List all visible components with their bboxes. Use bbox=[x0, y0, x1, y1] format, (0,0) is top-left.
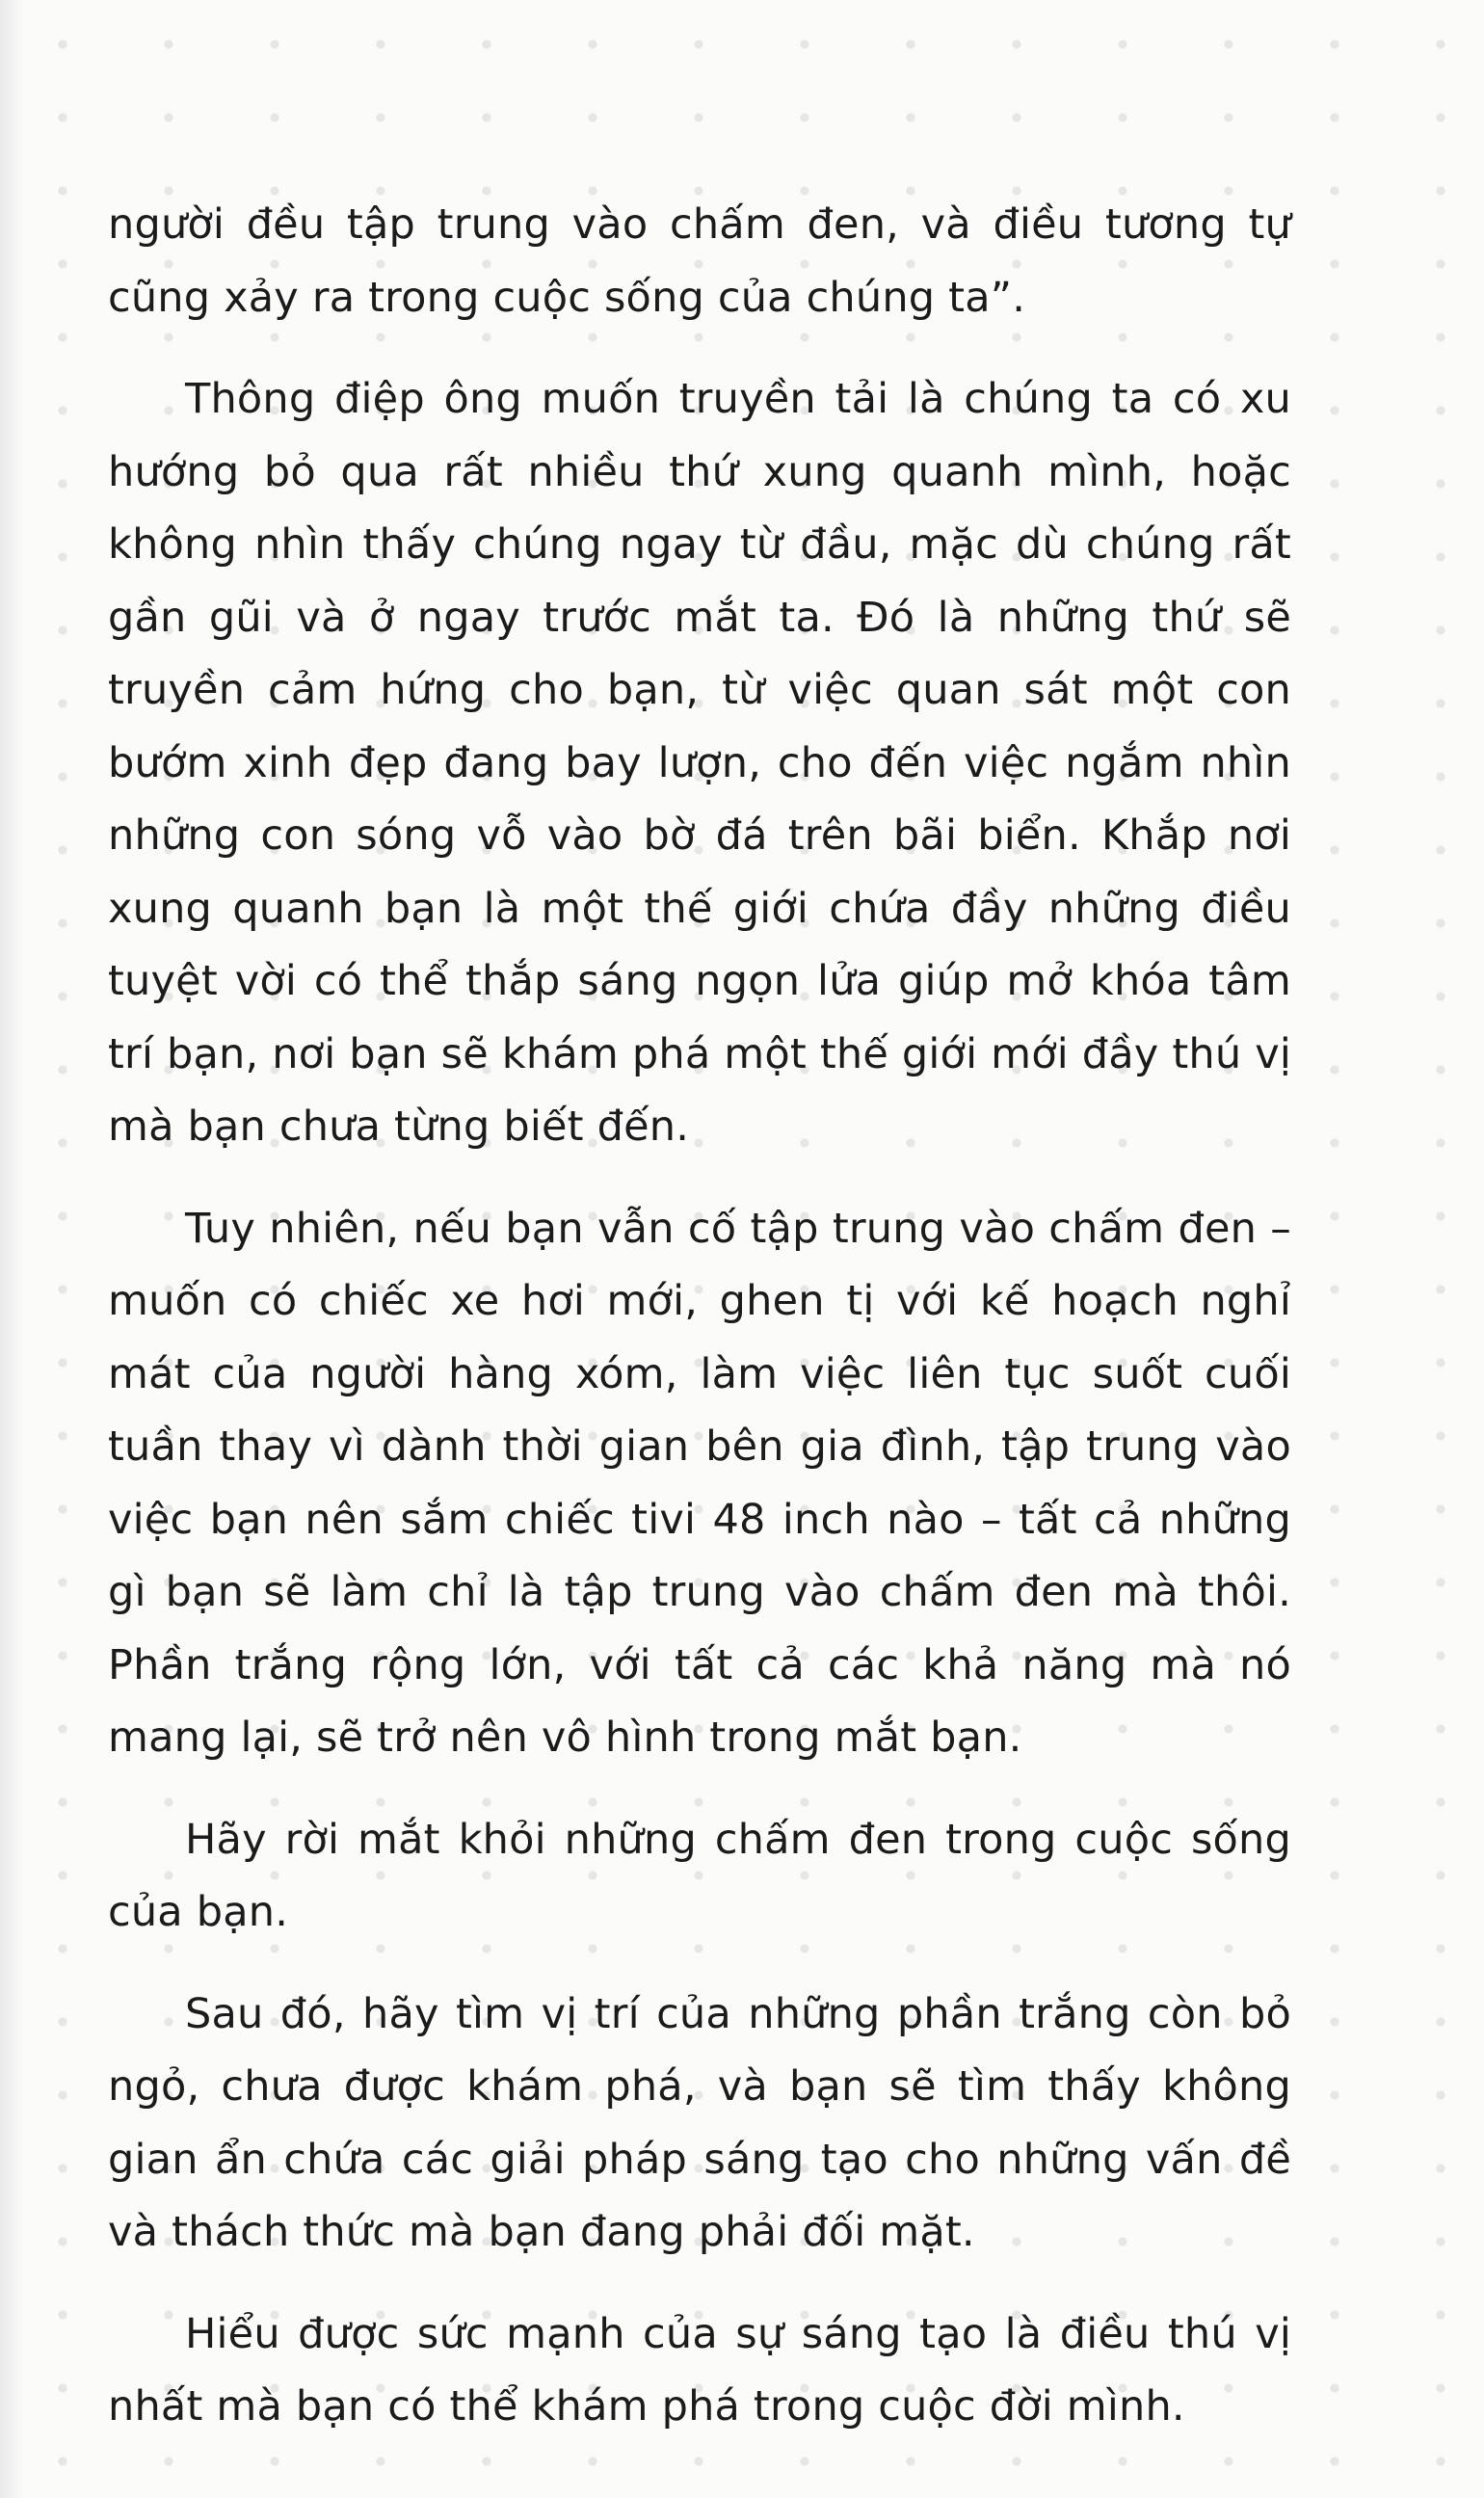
body-text bbox=[108, 189, 1291, 2473]
paragraph-3: Tuy nhiên, nếu bạn vẫn cố tập trung vào chấm đen – muốn có chiếc xe hơi mới, ghen tị với kế hoạch nghỉ mát của người hàng xóm, làm việc liên tục suốt cuối tuần thay vì dành thời gian bên gia đình, tập trung vào việc bạn nên sắm chiếc tivi 48 inch nào – tất cả những gì bạn sẽ làm chỉ là tập trung vào chấm đen mà thôi. Phần trắng rộng lớn, với tất cả các khả năng mà nó mang lại, sẽ trở nên vô hình trong mắt bạn. bbox=[108, 1204, 1291, 1762]
paragraph-4: Hãy rời mắt khỏi những chấm đen trong cuộc sống của bạn. bbox=[108, 1815, 1291, 1936]
paragraph-5: Sau đó, hãy tìm vị trí của những phần trắng còn bỏ ngỏ, chưa được khám phá, và bạn sẽ tìm thấy không gian ẩn chứa các giải pháp sáng tạo cho những vấn đề và thách thức mà bạn đang phải đối mặt. bbox=[108, 1989, 1291, 2256]
page-edge-shadow bbox=[0, 0, 25, 2498]
paragraph-2: Thông điệp ông muốn truyền tải là chúng ta có xu hướng bỏ qua rất nhiều thứ xung quanh mình, hoặc không nhìn thấy chúng ngay từ đầu, mặc dù chúng rất gần gũi và ở ngay trước mắt ta. Đó là những thứ sẽ truyền cảm hứng cho bạn, từ việc quan sát một con bướm xinh đẹp đang bay lượn, cho đến việc ngắm nhìn những con sóng vỗ vào bờ đá trên bãi biển. Khắp nơi xung quanh bạn là một thế giới chứa đầy những điều tuyệt vời có thể thắp sáng ngọn lửa giúp mở khóa tâm trí bạn, nơi bạn sẽ khám phá một thế giới mới đầy thú vị mà bạn chưa từng biết đến. bbox=[108, 375, 1291, 1151]
paragraph-1: người đều tập trung vào chấm đen, và điều tương tự cũng xảy ra trong cuộc sống của chúng ta”. bbox=[108, 200, 1291, 322]
paragraph-6: Hiểu được sức mạnh của sự sáng tạo là điều thú vị nhất mà bạn có thể khám phá trong cuộc đời mình. bbox=[108, 2309, 1291, 2431]
